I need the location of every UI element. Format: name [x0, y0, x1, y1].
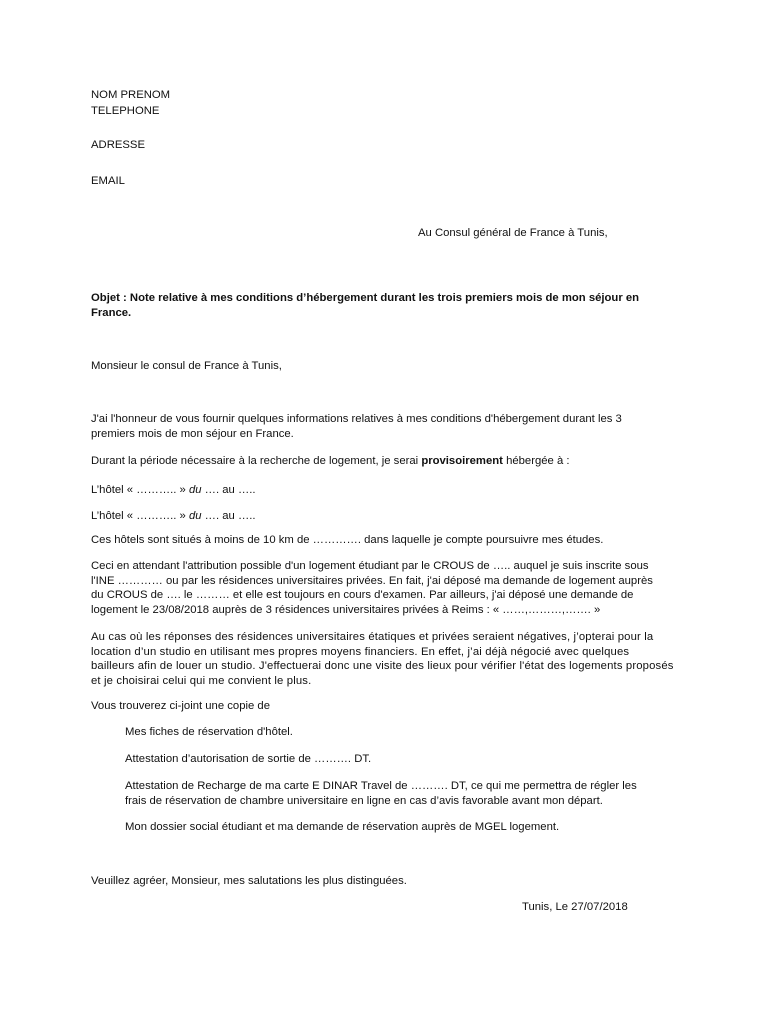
subject-text-cont: France.	[91, 306, 132, 319]
sender-address: ADRESSE	[91, 139, 145, 151]
attachment-item-2: Attestation d’autorisation de sortie de ………. DT.	[125, 753, 372, 765]
paragraph-studio: Au cas où les réponses des résidences universitaires étatiques et privées seraient négatives, j’opterai pour la location d’un studio en utilisant mes propres moyens financiers. En effet, j’ai déjà négocié avec quelques bailleurs afin de louer un studio. J'effectuerai donc une visite des lieux pour vérifier l'état des logements proposés et je choisirai celui qui me convient le plus.	[91, 631, 674, 687]
sender-phone: TELEPHONE	[91, 105, 160, 117]
sender-name: NOM PRENOM	[91, 89, 171, 101]
paragraph-hotel-location: Ces hôtels sont situés à moins de 10 km de …………. dans laquelle je compte poursuivre mes études.	[91, 534, 604, 546]
attachment-item-1: Mes fiches de réservation d'hôtel.	[125, 726, 293, 738]
subject-label: Objet :	[91, 292, 127, 304]
subject	[91, 291, 671, 320]
hotel-line-2: L’hôtel « ……….. » du …. au …..	[91, 510, 256, 522]
attachment-item-4: Mon dossier social étudiant et ma demande de réservation auprès de MGEL logement.	[125, 821, 560, 833]
recipient-line: Au Consul général de France à Tunis,	[418, 227, 608, 239]
subject-text: Note relative à mes conditions d’hébergement durant les trois premiers mois de mon séjour en	[126, 292, 640, 304]
sender-email: EMAIL	[91, 175, 125, 187]
emphasis-provisoirement: provisoirement	[421, 455, 503, 467]
paragraph-intro: J'ai l'honneur de vous fournir quelques informations relatives à mes conditions d'hébergement durant les 3 premiers mois de mon séjour en France.	[91, 413, 622, 440]
attachment-item-3: Attestation de Recharge de ma carte E DINAR Travel de ………. DT, ce qui me permettra de régler les frais de réservation de chambre universitaire en ligne en cas d’avis favorable avant mon départ.	[125, 780, 637, 807]
attachments-intro: Vous trouverez ci-joint une copie de	[91, 700, 270, 712]
closing-formula: Veuillez agréer, Monsieur, mes salutations les plus distinguées.	[91, 875, 407, 887]
paragraph-crous: Ceci en attendant l'attribution possible d'un logement étudiant par le CROUS de ….. auquel je suis inscrite sous l'INE ………… ou par les résidences universitaires privées. En fait, j'ai déposé ma demande de logement auprès du CROUS de …. le ……… et elle est toujours en cours d'examen. Par ailleurs, j'ai déposé une demande de logement le 23/08/2018 auprès de 3 résidences universitaires privées à Reims : « ……,………,……. »	[91, 560, 653, 616]
place-date: Tunis, Le 27/07/2018	[522, 901, 628, 913]
paragraph-accommodation: Durant la période nécessaire à la recherche de logement, je serai provisoirement hébergée à :	[91, 455, 570, 467]
hotel-line-1: L’hôtel « ……….. » du …. au …..	[91, 484, 256, 496]
salutation: Monsieur le consul de France à Tunis,	[91, 360, 282, 372]
